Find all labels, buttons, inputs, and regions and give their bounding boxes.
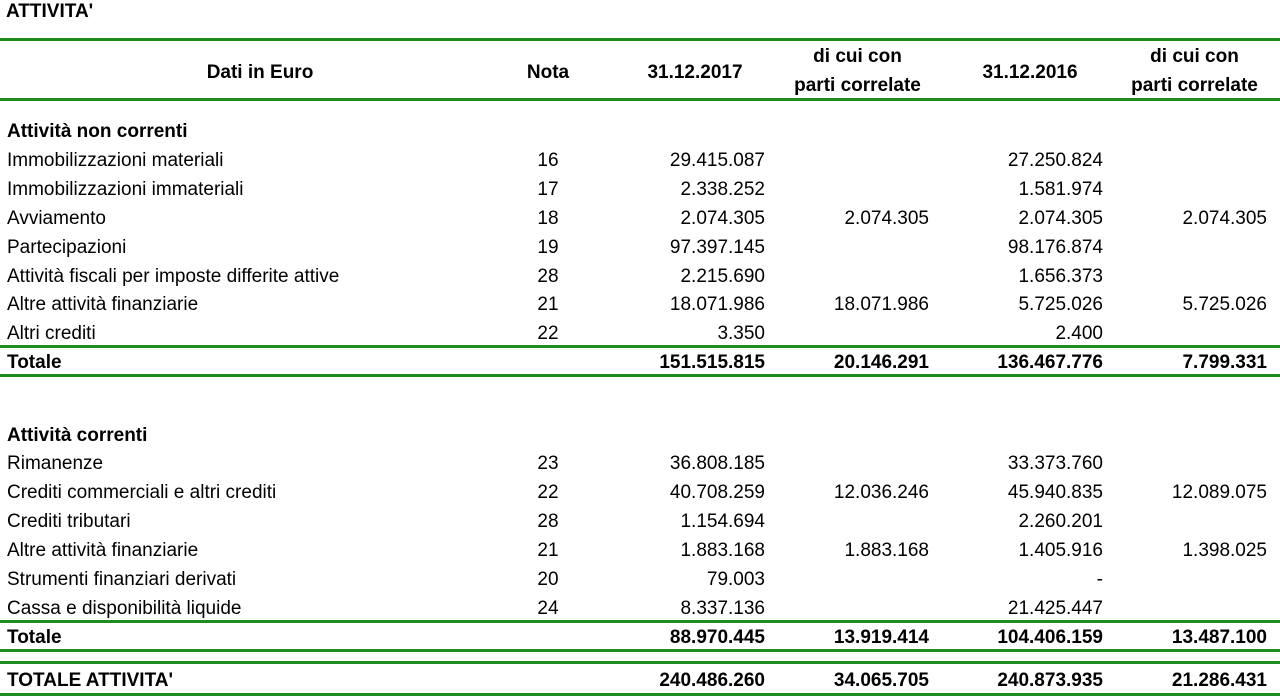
row-label: Attività fiscali per imposte differite attive: [7, 266, 340, 287]
table-row: [0, 204, 1280, 233]
row-related-2016: 5.725.026: [1182, 294, 1267, 315]
row-value-2016: 98.176.874: [1007, 237, 1103, 258]
row-label: Altre attività finanziarie: [7, 540, 199, 561]
grand-total-related-2017: 34.065.705: [833, 670, 929, 691]
total-related-2016: 13.487.100: [1171, 627, 1267, 648]
grand-total-value-2016: 240.873.935: [997, 670, 1103, 691]
row-label: Avviamento: [7, 208, 106, 229]
row-label: Cassa e disponibilità liquide: [7, 598, 242, 619]
row-label: Crediti tributari: [7, 511, 131, 532]
total-row-non-correnti: [0, 348, 1280, 377]
total-bottom-rule: [0, 374, 1280, 377]
row-value-2016: 1.656.373: [1018, 266, 1103, 287]
grand-total-row: [0, 666, 1280, 695]
row-related-2016: 1.398.025: [1182, 540, 1267, 561]
grand-total-top-rule: [0, 661, 1280, 664]
row-nota: 17: [537, 179, 559, 200]
total-label: Totale: [7, 352, 62, 373]
row-label: Altri crediti: [7, 323, 96, 344]
section-title: Attività correnti: [7, 425, 148, 446]
row-label: Partecipazioni: [7, 237, 127, 258]
total-value-2017: 88.970.445: [669, 627, 765, 648]
table-row: [0, 594, 1280, 623]
row-nota: 23: [537, 453, 559, 474]
row-nota: 18: [537, 208, 559, 229]
row-nota: 24: [537, 598, 559, 619]
row-value-2017: 79.003: [706, 569, 765, 590]
row-nota: 22: [537, 323, 559, 344]
row-label: Rimanenze: [7, 453, 104, 474]
total-value-2016: 136.467.776: [997, 352, 1103, 373]
row-value-2017: 29.415.087: [669, 150, 765, 171]
row-value-2017: 2.074.305: [680, 208, 765, 229]
row-value-2016: 27.250.824: [1007, 150, 1103, 171]
section-title-non-correnti: [0, 117, 1280, 146]
row-related-2016: 2.074.305: [1182, 208, 1267, 229]
row-value-2017: 1.883.168: [680, 540, 765, 561]
table-row: [0, 290, 1280, 319]
table-row: [0, 565, 1280, 594]
total-label: Totale: [7, 627, 62, 648]
row-value-2016: 1.405.916: [1018, 540, 1103, 561]
page-title: ATTIVITA': [6, 1, 94, 22]
row-value-2016: 5.725.026: [1018, 294, 1103, 315]
row-value-2016: 2.260.201: [1018, 511, 1103, 532]
table-row: [0, 262, 1280, 291]
section-title-correnti: [0, 421, 1280, 450]
row-nota: 28: [537, 266, 559, 287]
row-value-2017: 1.154.694: [680, 511, 765, 532]
row-nota: 16: [537, 150, 559, 171]
row-value-2016: 1.581.974: [1018, 179, 1103, 200]
table-row: [0, 507, 1280, 536]
row-value-2017: 18.071.986: [669, 294, 765, 315]
row-label: Crediti commerciali e altri crediti: [7, 482, 277, 503]
row-nota: 22: [537, 482, 559, 503]
header-bottom-rule: [0, 98, 1280, 101]
row-value-2016: -: [1096, 569, 1103, 590]
header-31-12-2017: 31.12.2017: [647, 62, 743, 83]
row-value-2016: 2.400: [1055, 323, 1103, 344]
row-nota: 19: [537, 237, 559, 258]
total-value-2016: 104.406.159: [997, 627, 1103, 648]
total-related-2017: 20.146.291: [833, 352, 929, 373]
row-label: Immobilizzazioni immateriali: [7, 179, 244, 200]
row-value-2017: 36.808.185: [669, 453, 765, 474]
row-related-2016: 12.089.075: [1171, 482, 1267, 503]
row-label: Altre attività finanziarie: [7, 294, 199, 315]
header-top-rule: [0, 38, 1280, 41]
row-value-2017: 3.350: [717, 323, 765, 344]
row-label: Strumenti finanziari derivati: [7, 569, 237, 590]
row-related-2017: 18.071.986: [833, 294, 929, 315]
grand-total-value-2017: 240.486.260: [659, 670, 765, 691]
grand-total-related-2016: 21.286.431: [1171, 670, 1267, 691]
row-nota: 21: [537, 540, 559, 561]
table-row: [0, 536, 1280, 565]
table-row: [0, 449, 1280, 478]
grand-total-bottom-rule: [0, 693, 1280, 696]
section-title: Attività non correnti: [7, 121, 188, 142]
row-value-2016: 33.373.760: [1007, 453, 1103, 474]
row-nota: 28: [537, 511, 559, 532]
row-value-2016: 45.940.835: [1007, 482, 1103, 503]
header-parti-correlate-2017-line2: parti correlate: [794, 75, 921, 96]
row-value-2017: 2.338.252: [680, 179, 765, 200]
row-label: Immobilizzazioni materiali: [7, 150, 224, 171]
table-row: [0, 146, 1280, 175]
row-value-2017: 2.215.690: [680, 266, 765, 287]
row-nota: 20: [537, 569, 559, 590]
row-value-2016: 2.074.305: [1018, 208, 1103, 229]
row-related-2017: 2.074.305: [844, 208, 929, 229]
total-related-2017: 13.919.414: [833, 627, 929, 648]
header-dati-in-euro: Dati in Euro: [206, 62, 314, 83]
row-nota: 21: [537, 294, 559, 315]
table-row: [0, 233, 1280, 262]
row-related-2017: 1.883.168: [844, 540, 929, 561]
table-row: [0, 175, 1280, 204]
total-related-2016: 7.799.331: [1182, 352, 1267, 373]
total-row-correnti: [0, 623, 1280, 652]
header-nota: Nota: [526, 62, 570, 83]
table-row: [0, 319, 1280, 348]
row-value-2016: 21.425.447: [1007, 598, 1103, 619]
header-31-12-2016: 31.12.2016: [982, 62, 1078, 83]
header-parti-correlate-2017-line1: di cui con: [813, 46, 902, 67]
total-bottom-rule: [0, 649, 1280, 652]
total-value-2017: 151.515.815: [659, 352, 765, 373]
row-value-2017: 97.397.145: [669, 237, 765, 258]
row-related-2017: 12.036.246: [833, 482, 929, 503]
header-parti-correlate-2016-line1: di cui con: [1150, 46, 1239, 67]
table-row: [0, 478, 1280, 507]
header-parti-correlate-2016-line2: parti correlate: [1131, 75, 1258, 96]
row-value-2017: 8.337.136: [680, 598, 765, 619]
grand-total-label: TOTALE ATTIVITA': [7, 670, 173, 691]
row-value-2017: 40.708.259: [669, 482, 765, 503]
